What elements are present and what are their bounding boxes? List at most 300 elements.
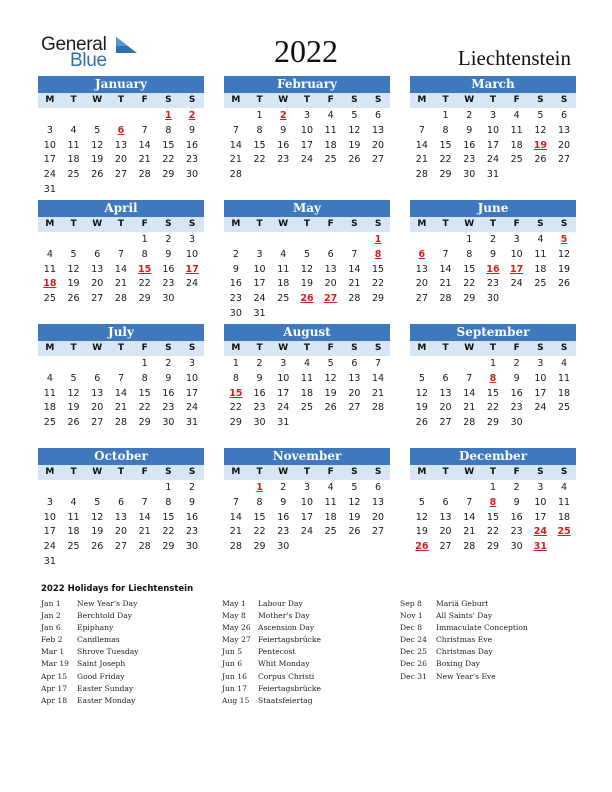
day-cell: 29 [486,417,499,429]
weekday-label: W [278,219,289,229]
day-cell: 31 [277,417,290,429]
holiday-day-cell: 24 [533,526,547,538]
day-cell: 25 [67,541,80,553]
day-cell: 22 [486,402,499,414]
day-cell: 22 [253,526,266,538]
day-cell: 16 [229,278,242,290]
day-cell: 7 [466,372,473,384]
holiday-item [41,683,139,695]
day-cell: 23 [463,154,476,166]
day-cell: 18 [510,139,523,151]
month-february [224,76,390,182]
day-cell: 9 [466,124,473,136]
weekday-label: F [513,95,520,105]
holiday-name: Immaculate Conception [436,623,528,633]
day-cell: 6 [561,110,568,121]
day-cell: 6 [94,248,101,260]
day-cell: 30 [186,169,199,181]
holiday-item [41,610,139,622]
day-cell: 20 [372,511,385,523]
weekday-label: T [303,343,311,353]
weekday-label: F [141,95,148,105]
day-cell: 20 [439,526,452,538]
holiday-date: Jan 2 [41,611,61,621]
holiday-item [222,695,321,707]
holiday-date: Apr 18 [41,695,68,705]
holiday-name: Mother's Day [258,611,310,621]
day-cell: 23 [186,526,199,538]
month-september [410,324,576,430]
day-cell: 12 [91,139,104,151]
holiday-name: Epiphany [77,623,114,633]
day-cell: 30 [229,307,242,319]
day-cell: 3 [303,482,310,493]
day-cell: 22 [486,526,499,538]
day-cell: 14 [439,263,452,275]
day-cell: 11 [558,496,571,508]
holiday-date: Dec 25 [400,647,427,657]
day-cell: 12 [534,124,547,136]
day-cell: 14 [114,387,127,399]
weekday-label: T [303,219,311,229]
day-cell: 24 [186,278,199,290]
holiday-date: Dec 26 [400,659,427,669]
day-cell: 12 [348,124,361,136]
day-cell: 27 [372,526,385,538]
empty-day-cell [271,232,295,247]
day-cell: 4 [561,482,568,493]
day-cell: 28 [372,402,385,414]
weekday-label: T [256,95,263,105]
holiday-name: Easter Sunday [77,683,134,693]
holiday-date: Nov 1 [400,611,423,621]
day-cell: 6 [375,482,382,493]
empty-day-cell [224,480,248,495]
day-cell: 22 [253,154,266,166]
day-cell: 11 [67,511,80,523]
weekday-label: M [417,467,427,477]
day-cell: 19 [91,526,104,538]
day-cell: 10 [300,496,313,508]
weekday-label: S [560,343,568,353]
month-title: September [410,324,576,341]
day-cell: 4 [70,124,77,136]
brand-logo [41,34,141,74]
holiday-day-cell: 31 [533,541,547,553]
day-cell: 22 [372,278,385,290]
day-cell: 21 [415,154,428,166]
empty-day-cell [133,108,157,123]
day-cell: 28 [439,293,452,305]
weekday-label: F [513,343,520,353]
day-cell: 18 [558,387,571,399]
holiday-item [222,634,321,646]
weekday-label: S [537,219,544,229]
holiday-name: Christmas Day [436,647,493,657]
day-cell: 24 [300,154,313,166]
day-cell: 6 [351,358,358,369]
day-cell: 12 [415,387,428,399]
day-cell: 27 [348,402,361,414]
day-cell: 20 [324,278,337,290]
day-cell: 7 [466,496,473,508]
day-cell: 26 [348,526,361,538]
day-cell: 19 [415,402,428,414]
holiday-item [400,671,528,683]
day-grid [410,232,576,306]
month-title: February [224,76,390,93]
day-cell: 4 [280,248,287,260]
empty-day-cell [109,356,133,371]
day-cell: 9 [189,496,196,508]
holiday-date: Mar 1 [41,647,65,657]
weekday-label: S [374,95,382,105]
day-cell: 25 [43,417,56,429]
weekday-label: S [351,95,358,105]
weekday-label: W [92,219,103,229]
empty-day-cell [85,356,109,371]
day-cell: 20 [91,278,104,290]
weekday-label: M [417,343,427,353]
day-cell: 8 [442,124,449,136]
day-grid [224,108,390,182]
weekday-label: S [374,219,382,229]
day-cell: 19 [558,263,571,275]
weekday-label: M [231,343,241,353]
day-cell: 12 [67,263,80,275]
weekday-label: F [327,95,334,105]
day-cell: 21 [372,387,385,399]
day-cell: 7 [141,124,148,136]
holiday-day-cell: 8 [374,248,382,260]
day-cell: 16 [277,511,290,523]
day-cell: 17 [253,278,266,290]
day-cell: 4 [70,496,77,508]
holiday-item [400,622,528,634]
day-cell: 16 [186,511,199,523]
day-cell: 29 [439,169,452,181]
day-cell: 30 [510,417,523,429]
day-cell: 27 [114,169,127,181]
day-cell: 13 [439,511,452,523]
day-cell: 14 [229,511,242,523]
day-cell: 28 [114,417,127,429]
holiday-day-cell: 6 [117,124,125,136]
logo-text-general: General [41,34,107,55]
day-cell: 3 [303,110,310,121]
weekday-label: T [70,343,77,353]
day-cell: 6 [117,496,124,508]
month-june [410,200,576,306]
day-cell: 11 [43,387,56,399]
day-cell: 12 [558,248,571,260]
weekday-label: T [117,343,125,353]
day-cell: 17 [43,154,56,166]
day-cell: 12 [348,496,361,508]
holiday-day-cell: 1 [374,234,382,245]
day-cell: 14 [138,139,151,151]
day-cell: 25 [324,154,337,166]
weekday-label: S [165,219,172,229]
logo-text-blue: Blue [70,50,107,71]
holiday-name: New Year's Day [77,599,138,608]
weekday-label: W [464,467,475,477]
day-cell: 14 [348,263,361,275]
weekday-label: S [537,95,544,105]
weekday-label: S [560,95,568,105]
weekday-header-row [38,217,204,232]
day-cell: 15 [439,139,452,151]
day-cell: 3 [189,358,196,369]
month-title: December [410,448,576,465]
day-cell: 14 [463,387,476,399]
weekday-label: S [165,467,172,477]
weekday-header-row [410,465,576,480]
day-cell: 19 [67,402,80,414]
day-cell: 26 [534,154,547,166]
holiday-name: Labour Day [258,599,303,608]
day-cell: 24 [486,154,499,166]
weekday-label: T [70,95,77,105]
day-cell: 18 [324,139,337,151]
day-cell: 12 [300,263,313,275]
holiday-day-cell: 27 [324,293,338,305]
holiday-item [222,658,321,670]
day-cell: 1 [141,234,148,245]
holiday-item [222,610,321,622]
holiday-name: Feiertagsbrücke [258,635,321,645]
holiday-date: Jun 17 [222,683,247,693]
day-cell: 10 [43,511,56,523]
empty-day-cell [434,480,458,495]
day-cell: 3 [537,358,544,369]
weekday-label: M [45,343,55,353]
holiday-name: Boxing Day [436,659,480,669]
day-cell: 28 [138,169,151,181]
day-cell: 9 [513,496,520,508]
holiday-name: Feiertagsbrücke [258,683,321,693]
holiday-day-cell: 15 [229,387,243,399]
day-cell: 27 [558,154,571,166]
day-cell: 17 [277,387,290,399]
day-cell: 21 [138,526,151,538]
empty-day-cell [224,108,248,123]
day-cell: 3 [280,358,287,369]
month-july [38,324,204,430]
holiday-name: Corpus Christi [258,671,315,681]
day-grid [410,480,576,554]
day-cell: 17 [43,526,56,538]
day-cell: 5 [418,372,425,384]
day-cell: 24 [186,402,199,414]
day-cell: 23 [162,402,175,414]
day-cell: 7 [232,496,239,508]
weekday-header-row [224,93,390,108]
weekday-header-row [38,465,204,480]
day-cell: 3 [46,496,53,508]
weekday-label: T [256,219,263,229]
empty-day-cell [295,232,319,247]
weekday-label: T [489,95,497,105]
holiday-item [222,622,321,634]
holiday-name: Candlemas [77,635,120,645]
day-cell: 11 [277,263,290,275]
day-cell: 21 [439,278,452,290]
weekday-label: W [464,95,475,105]
month-title: March [410,76,576,93]
weekday-label: T [256,467,263,477]
month-title: June [410,200,576,217]
day-cell: 9 [513,372,520,384]
holiday-item [222,683,321,695]
month-may [224,200,390,321]
holiday-date: Apr 17 [41,683,68,693]
day-cell: 19 [348,139,361,151]
weekday-label: T [303,467,311,477]
empty-day-cell [38,108,62,123]
day-cell: 2 [165,358,172,369]
holiday-item [41,695,139,707]
weekday-label: T [256,343,263,353]
month-title: May [224,200,390,217]
day-cell: 15 [463,263,476,275]
day-cell: 4 [327,482,334,493]
empty-day-cell [109,480,133,495]
day-cell: 6 [375,110,382,121]
weekday-label: S [537,343,544,353]
day-cell: 9 [232,263,239,275]
day-cell: 29 [162,541,175,553]
day-cell: 7 [442,248,449,260]
weekday-label: M [45,467,55,477]
day-cell: 28 [138,541,151,553]
day-cell: 11 [300,372,313,384]
empty-day-cell [224,232,248,247]
day-cell: 31 [253,307,266,319]
empty-day-cell [410,480,434,495]
day-cell: 5 [94,496,101,508]
day-cell: 8 [466,248,473,260]
holiday-day-cell: 2 [188,110,196,121]
day-cell: 2 [189,482,196,493]
day-cell: 13 [114,139,127,151]
weekday-label: T [442,467,449,477]
weekday-label: S [188,467,196,477]
day-cell: 26 [67,293,80,305]
day-cell: 8 [141,372,148,384]
day-cell: 21 [463,402,476,414]
day-cell: 7 [375,358,382,369]
empty-day-cell [38,356,62,371]
month-december [410,448,576,554]
weekday-label: W [278,95,289,105]
day-cell: 24 [277,402,290,414]
weekday-label: T [489,343,497,353]
day-cell: 22 [138,278,151,290]
holiday-name: Good Friday [77,671,125,681]
day-cell: 10 [300,124,313,136]
empty-day-cell [343,232,367,247]
day-cell: 1 [489,482,496,493]
holiday-item [400,658,528,670]
weekday-label: S [165,343,172,353]
day-cell: 18 [534,263,547,275]
day-cell: 16 [162,263,175,275]
day-cell: 14 [229,139,242,151]
weekday-header-row [224,217,390,232]
day-cell: 29 [253,541,266,553]
month-january [38,76,204,197]
weekday-label: W [92,95,103,105]
day-cell: 8 [256,496,263,508]
day-cell: 16 [162,387,175,399]
weekday-label: F [327,467,334,477]
day-cell: 25 [324,526,337,538]
day-cell: 28 [463,417,476,429]
holiday-day-cell: 1 [256,482,263,493]
day-cell: 19 [415,526,428,538]
day-cell: 16 [186,139,199,151]
day-cell: 25 [300,402,313,414]
day-cell: 7 [232,124,239,136]
day-cell: 15 [162,139,175,151]
holiday-item [41,634,139,646]
day-cell: 5 [351,110,358,121]
day-cell: 22 [138,402,151,414]
holiday-day-cell: 26 [300,293,314,305]
weekday-label: W [464,219,475,229]
month-november [224,448,390,554]
day-cell: 3 [46,124,53,136]
logo-flag-icon [115,37,137,53]
day-cell: 11 [510,124,523,136]
day-cell: 13 [372,496,385,508]
holiday-day-cell: 18 [43,278,57,290]
day-cell: 1 [232,358,239,369]
day-cell: 17 [534,387,547,399]
holiday-date: Mar 19 [41,659,70,669]
day-cell: 20 [372,139,385,151]
day-cell: 30 [277,541,290,553]
day-cell: 21 [114,402,127,414]
day-cell: 15 [253,139,266,151]
day-grid [38,356,204,430]
holiday-day-cell: 2 [279,110,287,121]
day-cell: 9 [489,248,496,260]
holiday-date: Jun 5 [222,647,243,657]
holiday-item [41,622,139,634]
day-cell: 4 [561,358,568,369]
holiday-day-cell: 16 [486,263,500,275]
day-cell: 17 [300,511,313,523]
day-cell: 26 [324,402,337,414]
day-cell: 5 [537,110,544,121]
empty-day-cell [62,108,86,123]
day-cell: 4 [46,372,53,384]
holiday-date: Apr 15 [41,671,68,681]
holiday-day-cell: 17 [185,263,199,275]
day-cell: 23 [277,526,290,538]
day-cell: 31 [43,183,56,195]
day-cell: 21 [463,526,476,538]
day-cell: 14 [415,139,428,151]
empty-day-cell [248,232,272,247]
day-grid [410,108,576,182]
day-cell: 1 [256,110,263,121]
holiday-name: Pentecost [258,647,296,657]
day-cell: 30 [162,417,175,429]
holiday-name: New Year's Eve [436,671,496,681]
